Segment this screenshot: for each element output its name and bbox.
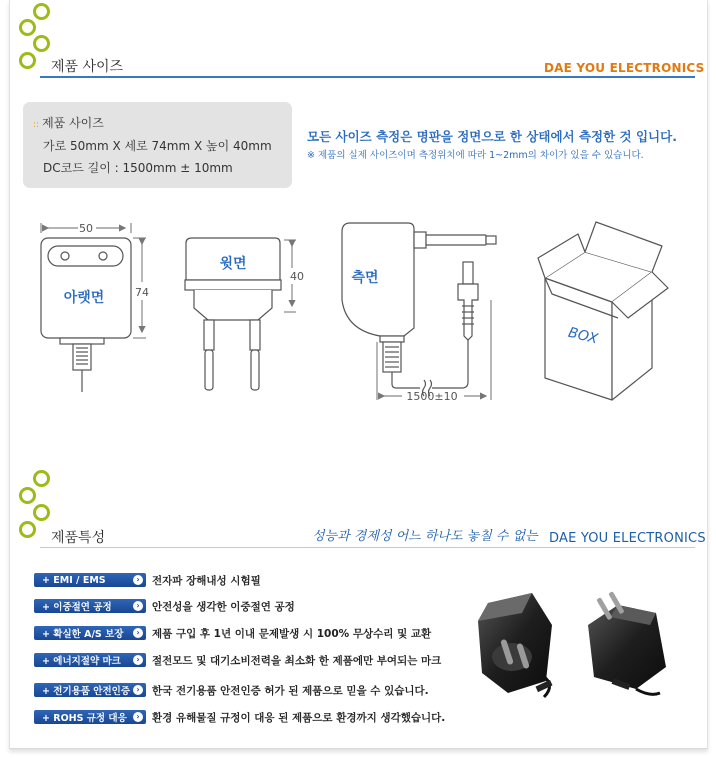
brand-label-2: DAE YOU ELECTRONICS — [549, 531, 706, 546]
size-heading: :: 제품 사이즈 — [33, 116, 104, 130]
measure-note: 모든 사이즈 측정은 명판을 정면으로 한 상태에서 측정한 것 입니다. — [307, 129, 677, 144]
section-rule-2 — [40, 547, 695, 548]
slogan-text: 성능과 경제성 어느 하나도 놓칠 수 없는 — [312, 529, 538, 544]
feature-text: 제품 구입 후 1년 이내 문제발생 시 100% 무상수리 및 교환 — [152, 627, 432, 640]
feature-text: 전자파 장해내성 시험필 — [152, 574, 261, 587]
side-view-diagram — [342, 223, 496, 400]
feature-row — [34, 625, 431, 641]
feature-row — [34, 652, 441, 668]
size-dimensions: 가로 50mm X 세로 74mm X 높이 40mm — [43, 139, 272, 153]
adapter-photo-2 — [588, 591, 666, 694]
width-dimension: 50 — [79, 222, 93, 235]
back-view-label: 아랫면 — [63, 290, 105, 306]
arrow-right-icon: › — [133, 712, 143, 722]
feature-row — [34, 682, 429, 698]
box-diagram — [538, 222, 668, 400]
feature-row — [34, 598, 295, 614]
section-title-size: 제품 사이즈 — [51, 59, 124, 75]
arrow-right-icon: › — [133, 685, 143, 695]
back-view-diagram — [41, 223, 146, 392]
arrow-right-icon: › — [133, 575, 143, 585]
arrow-right-icon: › — [133, 628, 143, 638]
feature-badge: + 확실한 A/S 보장 › — [34, 626, 146, 640]
feature-row — [34, 709, 445, 725]
feature-text: 안전성을 생각한 이중절연 공정 — [152, 600, 295, 613]
ring-icon — [19, 487, 36, 504]
measure-subnote: ※ 제품의 실제 사이즈이며 측정위치에 따라 1~2mm의 차이가 있을 수 있습니다. — [307, 150, 644, 161]
section-title-features: 제품특성 — [51, 530, 106, 546]
ring-icon — [33, 470, 50, 487]
height-dimension: 74 — [135, 286, 149, 299]
feature-badge: + 에너지절약 마크 › — [34, 653, 146, 667]
depth-dimension: 40 — [290, 270, 304, 283]
feature-badge: + ROHS 규정 대응 › — [34, 710, 146, 724]
cord-dimension: 1500±10 — [406, 390, 458, 403]
feature-row — [34, 572, 261, 588]
feature-text: 환경 유해물질 규정이 대응 된 제품으로 환경까지 생각했습니다. — [152, 711, 446, 724]
brand-label: DAE YOU ELECTRONICS — [544, 61, 705, 75]
ring-icon — [33, 504, 50, 521]
size-cord-length: DC코드 길이 : 1500mm ± 10mm — [43, 161, 233, 175]
arrow-right-icon: › — [133, 655, 143, 665]
product-photos — [460, 585, 680, 705]
feature-badge: + 이중절연 공정 › — [34, 599, 146, 613]
ring-icon — [19, 521, 36, 538]
feature-text: 한국 전기용품 안전인증 허가 된 제품으로 믿을 수 있습니다. — [152, 684, 429, 697]
arrow-right-icon: › — [133, 601, 143, 611]
adapter-photo-1 — [478, 593, 553, 697]
top-view-label: 윗면 — [219, 256, 247, 272]
feature-badge: + EMI / EMS › — [34, 573, 146, 587]
feature-text: 절전모드 및 대기소비전력을 최소화 한 제품에만 부여되는 마크 — [152, 654, 442, 667]
box-label: BOX — [566, 324, 600, 348]
feature-badge: + 전기용품 안전인증 › — [34, 683, 146, 697]
side-view-label: 측면 — [351, 270, 379, 286]
